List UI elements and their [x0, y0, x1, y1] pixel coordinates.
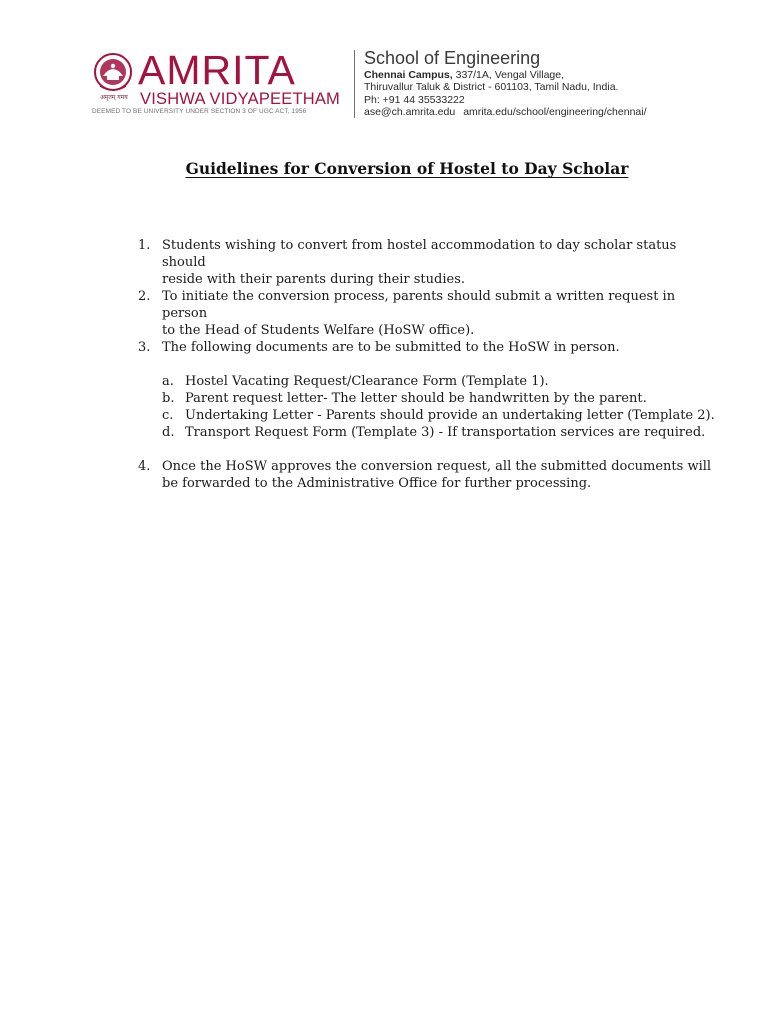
contact-block	[364, 69, 647, 118]
sub-list-item-letter: d.	[162, 425, 175, 440]
sub-list-item-letter: c.	[162, 408, 174, 423]
list-item-number: 2.	[138, 289, 151, 304]
list-item-text	[162, 288, 722, 339]
list-item-line: be forwarded to the Administrative Office for further processing.	[162, 476, 592, 491]
list-item-number: 4.	[138, 459, 151, 474]
brand-name: AMRITA	[138, 47, 296, 93]
list-item-line: To initiate the conversion process, parents should submit a written request in person	[162, 289, 676, 321]
list-item-number: 3.	[138, 340, 151, 355]
contact-email: ase@ch.amrita.edu	[364, 105, 456, 118]
document-title: Guidelines for Conversion of Hostel to Day Scholar	[185, 159, 629, 178]
contact-phone: Ph: +91 44 35533222	[364, 93, 465, 106]
contact-line-2: Thiruvallur Taluk & District - 601103, Tamil Nadu, India.	[364, 81, 619, 94]
school-name: School of Engineering	[364, 48, 541, 68]
list-item-line: Students wishing to convert from hostel accommodation to day scholar status should	[162, 238, 677, 270]
sub-list-item-text: Parent request letter- The letter should be handwritten by the parent.	[185, 391, 647, 406]
list-item-text	[162, 458, 722, 492]
contact-line-4	[364, 106, 647, 118]
sub-list-item-text: Hostel Vacating Request/Clearance Form (Template 1).	[185, 374, 549, 389]
list-item-line: to the Head of Students Welfare (HoSW office).	[162, 323, 475, 338]
sub-list-item-text: Transport Request Form (Template 3) - If transportation services are required.	[185, 425, 706, 440]
list-item-text	[162, 339, 722, 356]
brand-motto: अमृतम् गमय	[100, 94, 128, 101]
list-item-text	[162, 237, 722, 288]
sub-list-item-letter: a.	[162, 374, 174, 389]
contact-line-1	[364, 69, 647, 81]
letterhead	[90, 44, 680, 124]
list-item-line: reside with their parents during their studies.	[162, 272, 466, 287]
letterhead-divider	[354, 50, 355, 118]
list-item-number: 1.	[138, 238, 151, 253]
sub-list-item-letter: b.	[162, 391, 175, 406]
list-item-line: Once the HoSW approves the conversion request, all the submitted documents will	[162, 459, 712, 474]
brand-subtitle: VISHWA VIDYAPEETHAM	[140, 90, 341, 108]
contact-website: amrita.edu/school/engineering/chennai/	[463, 105, 647, 118]
campus-label: Chennai Campus,	[364, 69, 453, 81]
sub-list-item-text: Undertaking Letter - Parents should provide an undertaking letter (Template 2).	[185, 408, 715, 423]
list-item-line: The following documents are to be submitted to the HoSW in person.	[162, 340, 620, 355]
brand-deemed-text: DEEMED TO BE UNIVERSITY UNDER SECTION 3 OF UGC ACT, 1956	[92, 108, 307, 115]
university-seal-icon	[92, 52, 134, 96]
campus-address: 337/1A, Vengal Village,	[452, 69, 564, 81]
